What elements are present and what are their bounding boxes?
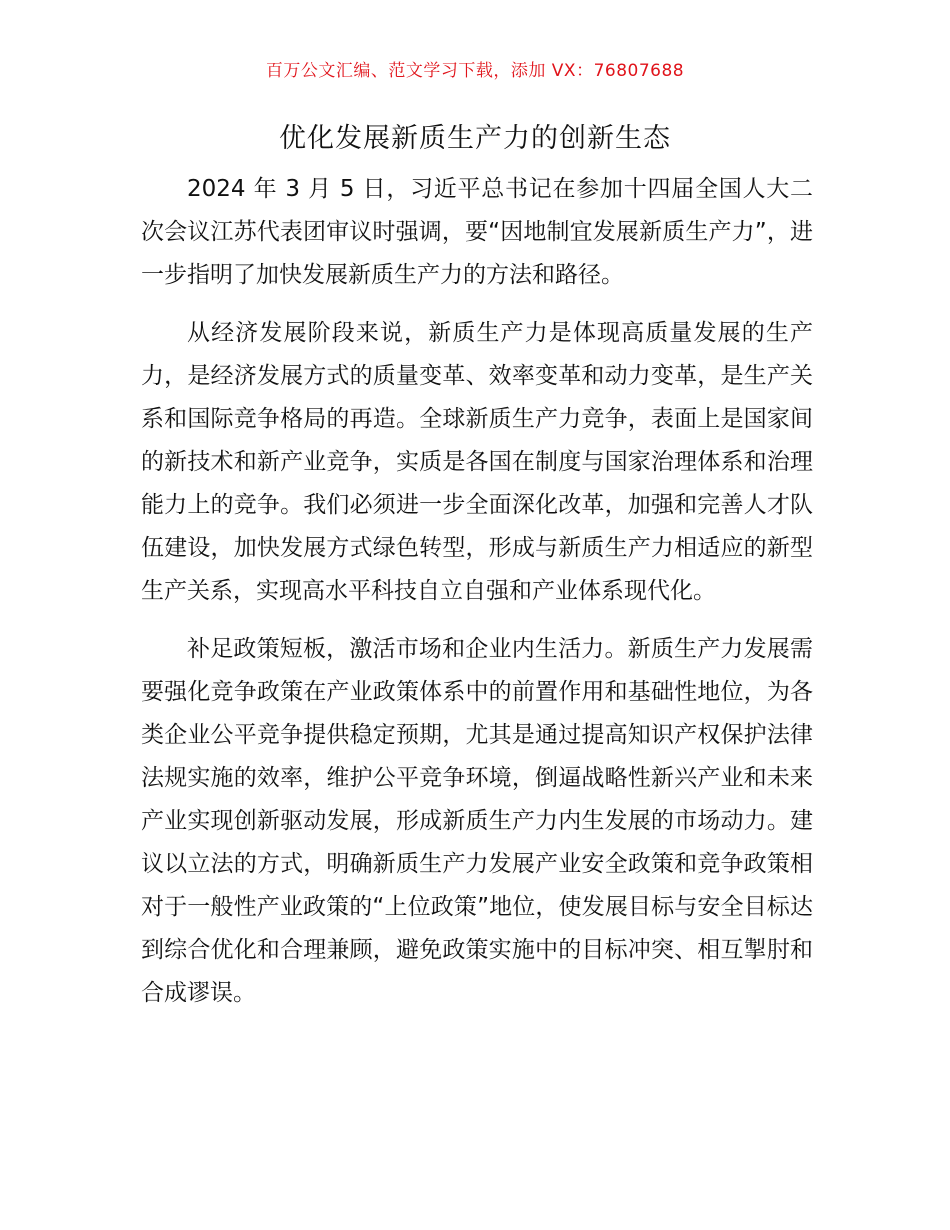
document-title: 优化发展新质生产力的创新生态 [279,123,671,154]
paragraph-1: 2024 年 3 月 5 日，习近平总书记在参加十四届全国人大二次会议江苏代表团审议时强调，要“因地制宜发展新质生产力”，进一步指明了加快发展新质生产力的方法和路径。 [141,176,813,288]
document-body [141,168,813,1030]
paragraph-2: 从经济发展阶段来说，新质生产力是体现高质量发展的生产力，是经济发展方式的质量变革、效率变革和动力变革，是生产关系和国际竞争格局的再造。全球新质生产力竞争，表面上是国家间的新技术和新产业竞争，实质是各国在制度与国家治理体系和治理能力上的竞争。我们必须进一步全面深化改革，加强和完善人才队伍建设，加快发展方式绿色转型，形成与新质生产力相适应的新型生产关系，实现高水平科技自立自强和产业体系现代化。 [141,320,813,604]
paragraph-3: 补足政策短板，激活市场和企业内生活力。新质生产力发展需要强化竞争政策在产业政策体系中的前置作用和基础性地位，为各类企业公平竞争提供稳定预期，尤其是通过提高知识产权保护法律法规实施的效率，维护公平竞争环境，倒逼战略性新兴产业和未来产业实现创新驱动发展，形成新质生产力内生发展的市场动力。建议以立法的方式，明确新质生产力发展产业安全政策和竞争政策相对于一般性产业政策的“上位政策”地位，使发展目标与安全目标达到综合优化和合理兼顾，避免政策实施中的目标冲突、相互掣肘和合成谬误。 [141,636,813,1006]
header-watermark-note: 百万公文汇编、范文学习下载，添加 VX：76807688 [265,61,685,81]
